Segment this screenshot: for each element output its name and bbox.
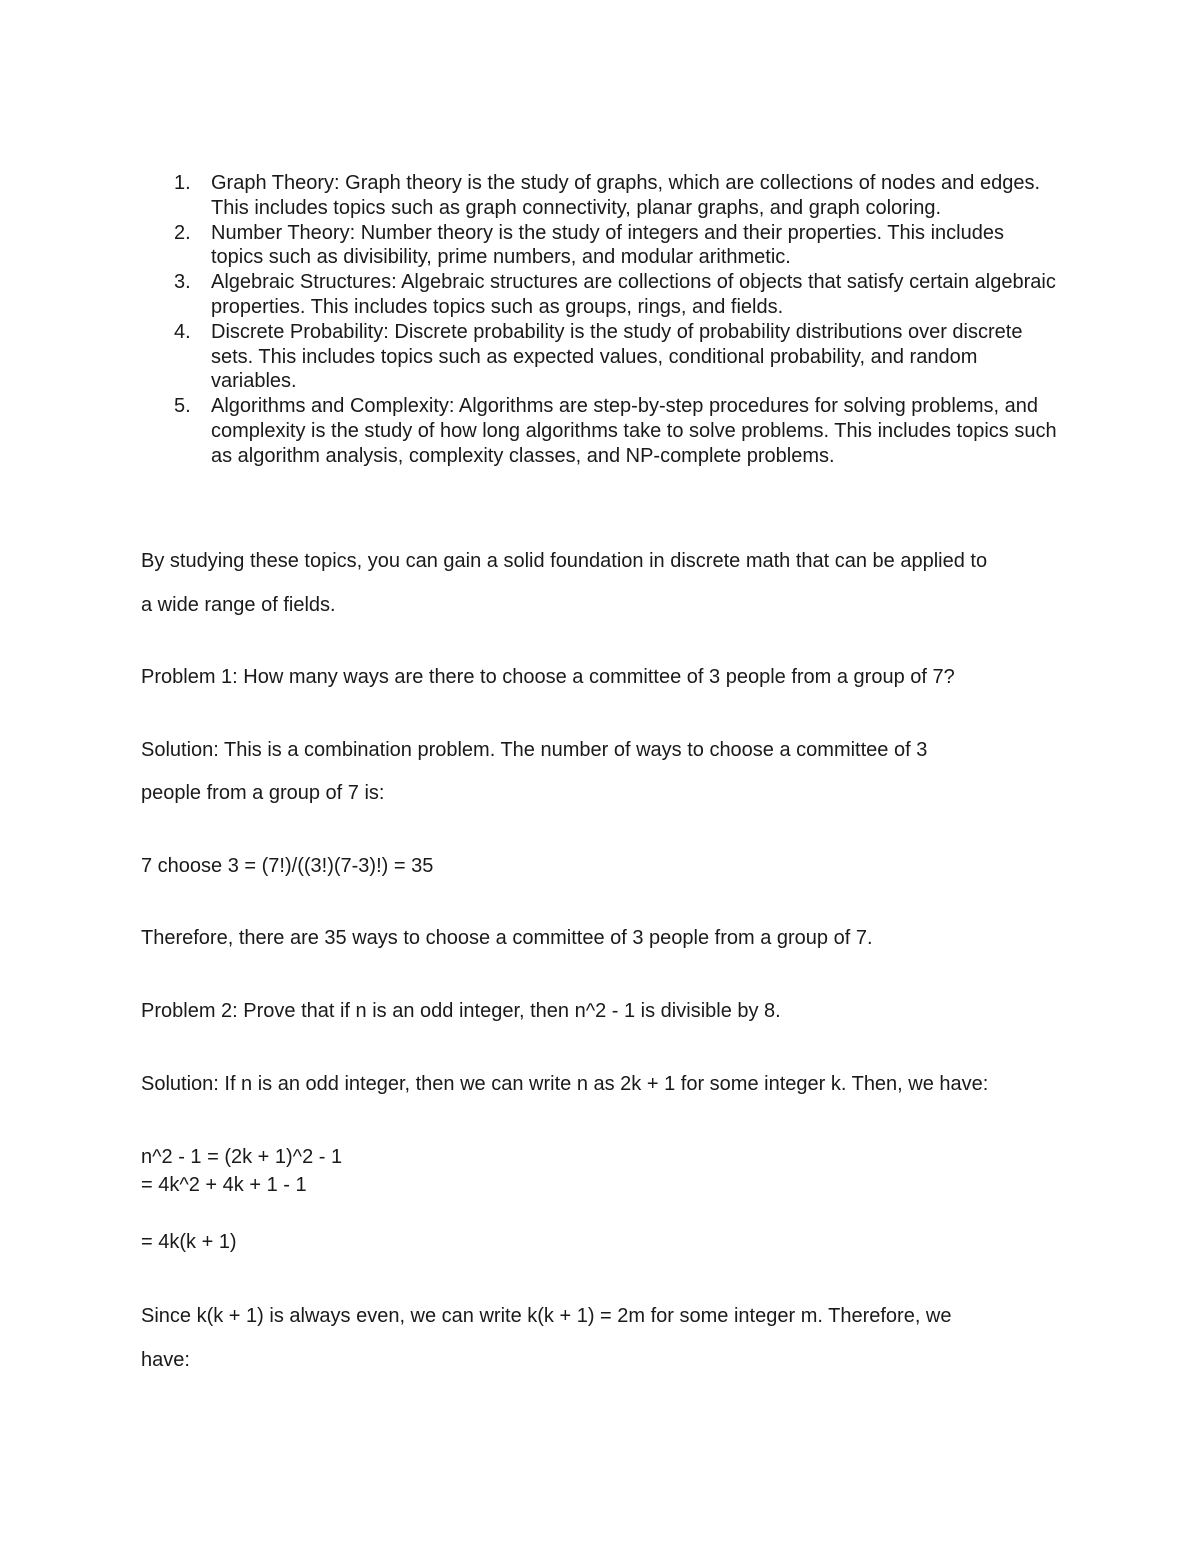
list-item [140, 270, 1060, 320]
equation-line-1: n^2 - 1 = (2k + 1)^2 - 1 [141, 1146, 343, 1168]
since-line-2: have: [141, 1349, 190, 1371]
list-item [140, 320, 1060, 394]
conclusion-line-1: By studying these topics, you can gain a solid foundation in discrete math that can be applied to [141, 550, 988, 572]
list-number: 3. [174, 271, 191, 294]
list-number: 4. [174, 320, 191, 343]
solution-1-line-1: Solution: This is a combination problem. The number of ways to choose a committee of 3 [141, 739, 928, 761]
solution-1-conclusion: Therefore, there are 35 ways to choose a committee of 3 people from a group of 7. [141, 927, 873, 949]
solution-1-line-2: people from a group of 7 is: [141, 782, 385, 804]
list-item-text: Algebraic Structures: Algebraic structures are collections of objects that satisfy certain algebraic properties. This includes topics such as groups, rings, and fields. [211, 271, 1056, 318]
list-item [140, 221, 1060, 271]
list-item-text: Graph Theory: Graph theory is the study of graphs, which are collections of nodes and edges. This includes topics such as graph connectivity, planar graphs, and graph coloring. [211, 172, 1040, 219]
solution-2-statement: Solution: If n is an odd integer, then we can write n as 2k + 1 for some integer k. Then, we have: [141, 1073, 989, 1095]
list-number: 5. [174, 395, 191, 418]
list-item [140, 394, 1060, 468]
formula-1: 7 choose 3 = (7!)/((3!)(7-3)!) = 35 [141, 855, 434, 877]
since-line-1: Since k(k + 1) is always even, we can write k(k + 1) = 2m for some integer m. Therefore, we [141, 1305, 952, 1327]
list-number: 1. [174, 172, 191, 194]
list-item-text: Algorithms and Complexity: Algorithms are step-by-step procedures for solving problems, and complexity is the study of how long algorithms take to solve problems. This includes topics such as algorithm analysis, complexity classes, and NP-complete problems. [211, 395, 1057, 467]
problem-2-statement: Problem 2: Prove that if n is an odd integer, then n^2 - 1 is divisible by 8. [141, 1000, 781, 1022]
equation-line-3: = 4k(k + 1) [141, 1231, 237, 1253]
problem-1-statement: Problem 1: How many ways are there to choose a committee of 3 people from a group of 7? [141, 666, 955, 688]
equation-line-2: = 4k^2 + 4k + 1 - 1 [141, 1174, 307, 1196]
list-item [140, 171, 1060, 221]
list-item-text: Discrete Probability: Discrete probability is the study of probability distributions over discrete sets. This includes topics such as expected values, conditional probability, and random variables. [211, 320, 1023, 393]
list-item-text: Number Theory: Number theory is the study of integers and their properties. This includes topics such as divisibility, prime numbers, and modular arithmetic. [211, 221, 1004, 269]
list-number: 2. [174, 221, 191, 244]
conclusion-line-2: a wide range of fields. [141, 594, 336, 616]
topics-list [140, 171, 1060, 469]
